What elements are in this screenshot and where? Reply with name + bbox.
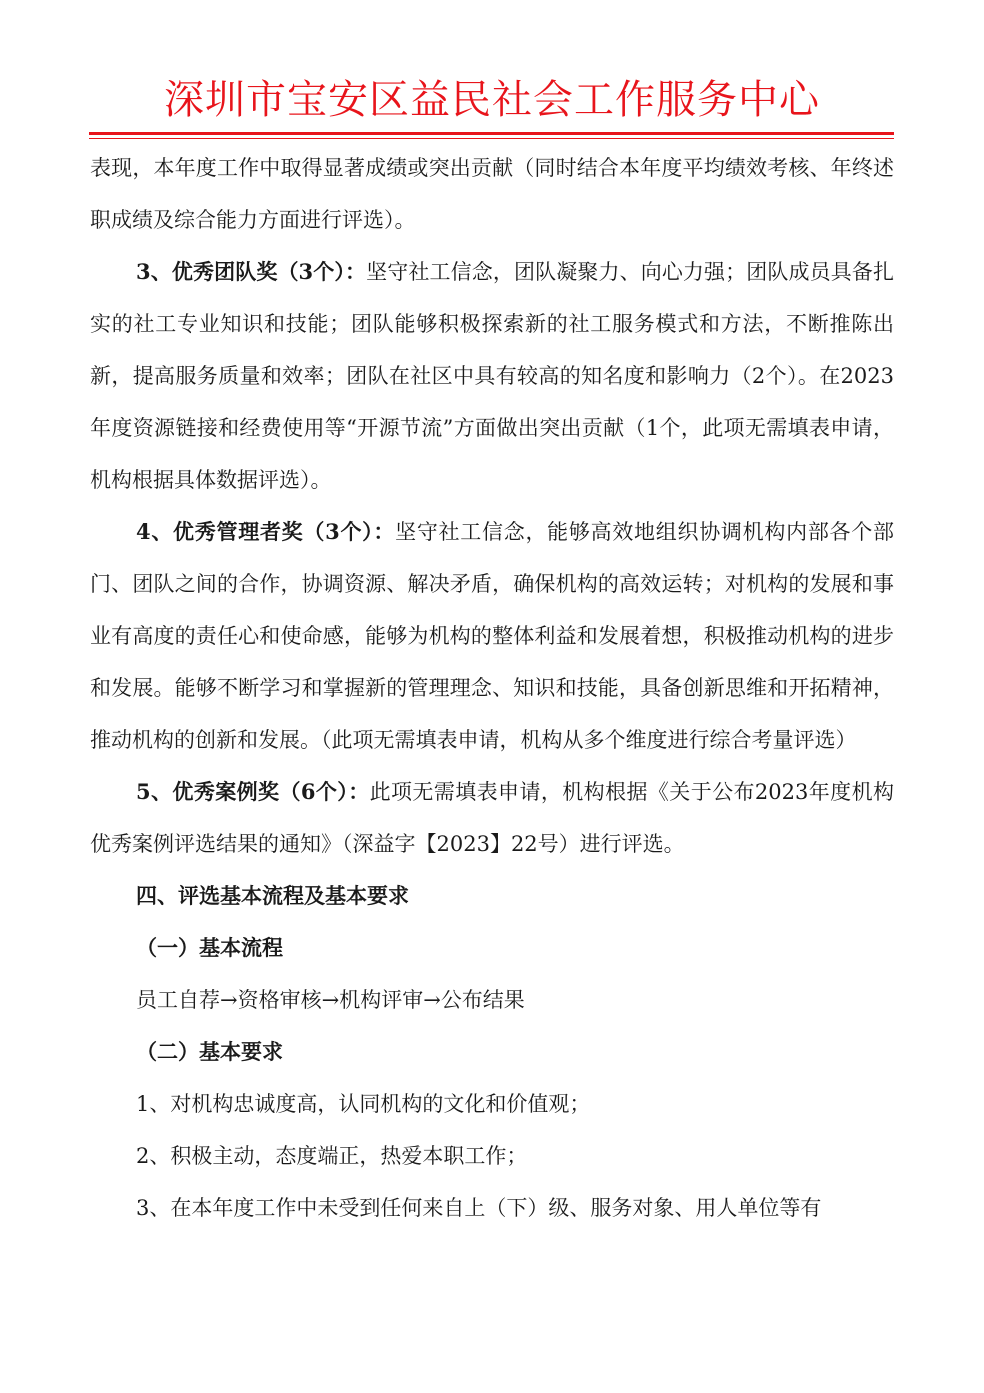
requirement-item-3: 3、在本年度工作中未受到任何来自上（下）级、服务对象、用人单位等有 xyxy=(136,1196,822,1220)
requirement-item-1: 1、对机构忠诚度高，认同机构的文化和价值观； xyxy=(136,1092,591,1116)
process-flow: 员工自荐→资格审核→机构评审→公布结果 xyxy=(136,988,525,1012)
award-team-text: 坚守社工信念，团队凝聚力、向心力强；团队成员具备扎实的社工专业知识和技能；团队能够积极探索新的社工服务模式和方法，不断推陈出新，提高服务质量和效率；团队在社区中具有较高的知名度和影响力（2个）。在2023年度资源链接和经费使用等“开源节流”方面做出突出贡献（1个，此项无需填表申请，机构根据具体数据评选）。 xyxy=(90,260,894,492)
subheading-basic-requirements: （二）基本要求 xyxy=(136,1039,283,1064)
letterhead-rule-thick xyxy=(89,132,894,135)
paragraph-award-team xyxy=(90,246,894,506)
award-case-title: 5、优秀案例奖（6个）： xyxy=(136,779,370,804)
paragraph-award-case xyxy=(90,766,894,870)
subheading-basic-process: （一）基本流程 xyxy=(136,935,283,960)
document-body xyxy=(90,142,894,1234)
award-case-text: 此项无需填表申请，机构根据《关于公布2023年度机构优秀案例评选结果的通知》（深益字【2023】22号）进行评选。 xyxy=(90,780,894,856)
org-letterhead-title: 深圳市宝安区益民社会工作服务中心 xyxy=(164,77,820,123)
letterhead-rule-thin xyxy=(89,138,894,139)
award-team-title: 3、优秀团队奖（3个）： xyxy=(136,259,367,284)
award-manager-title: 4、优秀管理者奖（3个）： xyxy=(136,519,396,544)
award-manager-text: 坚守社工信念，能够高效地组织协调机构内部各个部门、团队之间的合作，协调资源、解决矛盾，确保机构的高效运转；对机构的发展和事业有高度的责任心和使命感，能够为机构的整体利益和发展着想，积极推动机构的进步和发展。能够不断学习和掌握新的管理理念、知识和技能，具备创新思维和开拓精神，推动机构的创新和发展。（此项无需填表申请，机构从多个维度进行综合考量评选） xyxy=(90,520,894,752)
section-heading-process: 四、评选基本流程及基本要求 xyxy=(136,883,409,908)
requirement-item-2: 2、积极主动，态度端正，热爱本职工作； xyxy=(136,1144,528,1168)
paragraph-award-manager xyxy=(90,506,894,766)
paragraph-continued: 表现，本年度工作中取得显著成绩或突出贡献（同时结合本年度平均绩效考核、年终述职成绩及综合能力方面进行评选）。 xyxy=(90,156,894,232)
